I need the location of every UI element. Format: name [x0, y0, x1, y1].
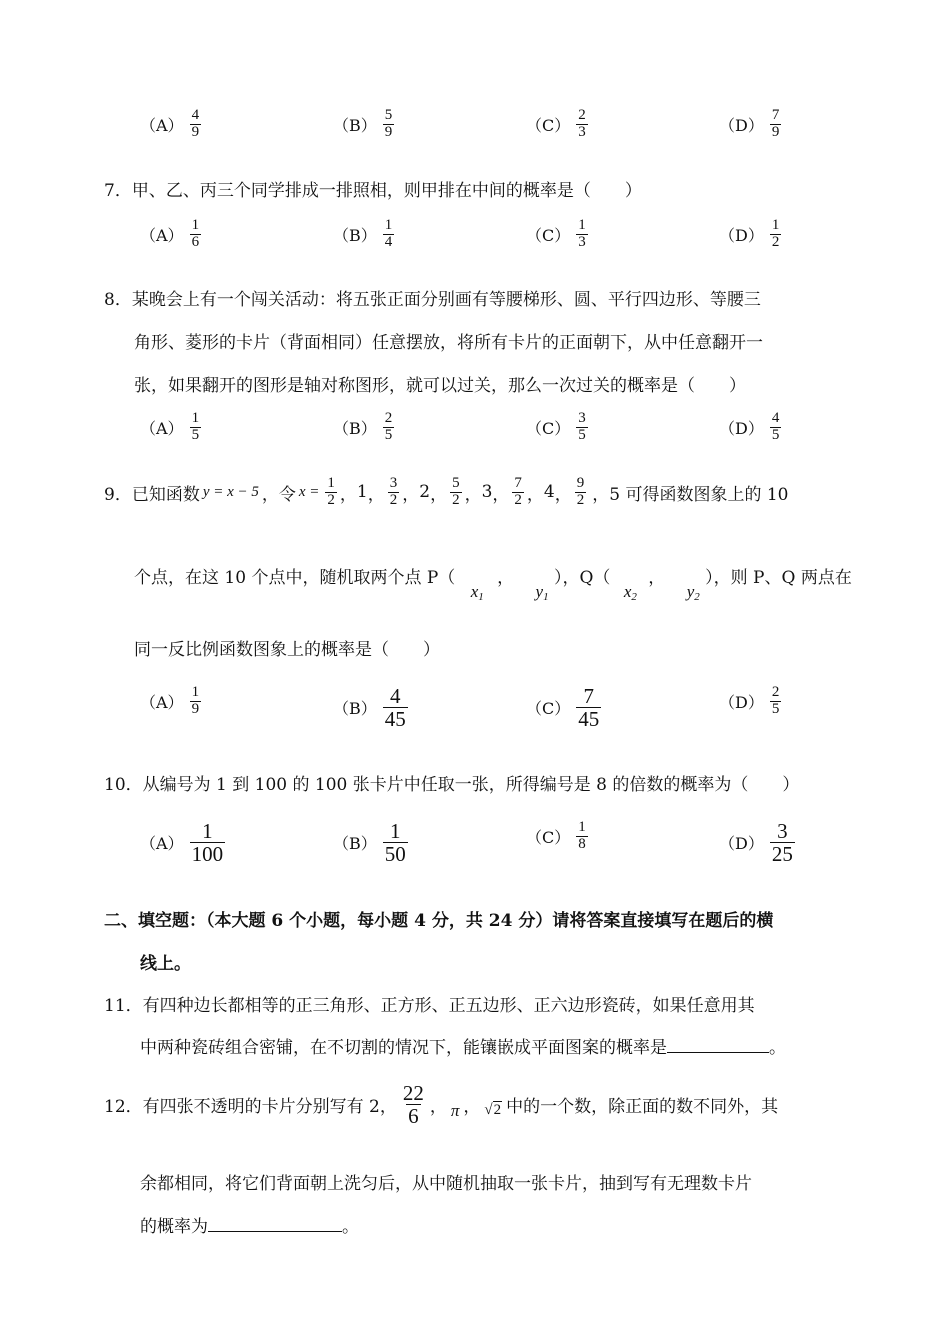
option-fraction: $\frac{3}{5}$: [578, 410, 586, 443]
q6-option-c: [526, 108, 588, 141]
question-8-line-2: 角形、菱形的卡片（背面相同）任意摆放，将所有卡片的正面朝下，从中任意翻开一: [134, 333, 763, 353]
option-fraction: $\frac{1}{100}$: [191, 819, 224, 867]
q9-line2a: 个点，在这 10 个点中，随机取两个点 P（: [134, 568, 456, 588]
option-fraction: $\frac{2}{3}$: [578, 107, 586, 140]
option-fraction: $\frac{1}{4}$: [384, 217, 393, 250]
q9-value-int: 3: [481, 482, 493, 503]
q12-prefix: 12．有四张不透明的卡片分别写有 2，: [104, 1097, 397, 1118]
question-11-line-2: 中两种瓷砖组合密铺，在不切割的情况下，能镶嵌成平面图案的概率是 。: [140, 1038, 786, 1058]
q9-value-fraction: $\frac{3}{2}$: [389, 475, 398, 508]
option-fraction: $\frac{4}{45}$: [384, 684, 406, 732]
option-fraction: $\frac{3}{25}$: [771, 819, 793, 867]
question-10-text: 10．从编号为 1 到 100 的 100 张卡片中任取一张，所得编号是 8 的倍数的概率为（ ）: [104, 775, 800, 795]
q9-tail: ，5 可得函数图象上的 10: [592, 484, 789, 505]
q9-line2b: ），Q（: [554, 568, 611, 588]
q9-value-int: 4: [543, 482, 555, 503]
question-7-text: 7．甲、乙、丙三个同学排成一排照相，则甲排在中间的概率是（ ）: [104, 181, 642, 201]
option-label: （D）: [719, 692, 764, 712]
q10-option-b: [333, 820, 408, 865]
question-12-line-2: 余都相同，将它们背面朝上洗匀后，从中随机抽取一张卡片，抽到写有无理数卡片: [140, 1174, 752, 1194]
option-label: （D）: [719, 225, 764, 245]
question-8-line-3: 张，如果翻开的图形是轴对称图形，就可以过关，那么一次过关的概率是（ ）: [134, 376, 746, 396]
section-2-heading-line-1: 二、填空题：（本大题 6 个小题，每小题 4 分，共 24 分）请将答案直接填写在题后的横: [104, 911, 774, 931]
q9-option-c: [526, 685, 601, 730]
q11-answer-blank[interactable]: [667, 1038, 769, 1053]
q12-sqrt: √2: [484, 1102, 502, 1119]
q9-value-fraction: $\frac{1}{2}$: [327, 475, 335, 508]
q9-values: $\frac{1}{2}$ ， 1 ， $\frac{3}{2}$ ， 2 ， $\frac{5}{2}$ ， 3 ， $\frac{7}{2}$ ， 4 ， $\frac{9}{2}$: [327, 475, 585, 508]
q9-value-fraction: $\frac{5}{2}$: [452, 475, 460, 508]
option-fraction: $\frac{1}{5}$: [191, 410, 200, 443]
q9-value-fraction: $\frac{7}{2}$: [514, 475, 522, 508]
q9-y1: $y_1$: [535, 582, 549, 603]
q9-x2: $x_2$: [623, 582, 637, 603]
option-label: （C）: [526, 699, 571, 719]
q7-option-d: [719, 218, 781, 251]
q7-option-a: [140, 218, 201, 251]
option-label: （A）: [140, 225, 184, 245]
option-label: （B）: [333, 699, 377, 719]
q9-value-int: 2: [419, 482, 431, 503]
question-9-line-1: [104, 476, 789, 509]
question-9-line-2: 个点，在这 10 个点中，随机取两个点 P（ $x_1$ ， $y_1$ ），Q（ $x_2$ ， $y_2$ ），则 P、Q 两点在: [134, 568, 852, 603]
option-fraction: $\frac{2}{5}$: [771, 684, 780, 717]
q9-value-fraction: $\frac{9}{2}$: [576, 475, 585, 508]
q6-option-b: [333, 108, 394, 141]
option-label: （A）: [140, 834, 184, 854]
option-label: （A）: [140, 115, 184, 135]
option-label: （C）: [526, 418, 571, 438]
q9-y2: $y_2$: [686, 582, 700, 603]
q10-option-c: [526, 820, 588, 853]
option-label: （A）: [140, 692, 184, 712]
option-label: （D）: [719, 115, 764, 135]
option-fraction: $\frac{7}{9}$: [771, 107, 780, 140]
option-fraction: $\frac{1}{50}$: [384, 819, 406, 867]
option-label: （B）: [333, 834, 377, 854]
q7-option-b: [333, 218, 394, 251]
q10-option-a: [140, 820, 225, 865]
q7-option-c: [526, 218, 588, 251]
q8-option-b: [333, 411, 394, 444]
q9-option-a: [140, 685, 201, 718]
q8-option-d: [719, 411, 781, 444]
q9-x1: $x_1$: [470, 582, 484, 603]
option-label: （B）: [333, 115, 377, 135]
option-label: （D）: [719, 418, 764, 438]
section-2-heading-line-2: 线上。: [140, 954, 191, 974]
option-label: （B）: [333, 225, 377, 245]
q9-let: ，令: [261, 484, 296, 505]
q9-value-int: 1: [356, 482, 368, 503]
q6-option-d: [719, 108, 781, 141]
option-fraction: $\frac{7}{45}$: [578, 684, 600, 732]
question-11-line-1: 11．有四种边长都相等的正三角形、正方形、正五边形、正六边形瓷砖，如果任意用其: [104, 996, 755, 1016]
q12-fraction: $\frac{22}{6}$: [402, 1081, 424, 1129]
q9-prefix: 9．已知函数: [104, 484, 200, 505]
option-label: （C）: [526, 827, 571, 847]
q9-option-d: [719, 685, 781, 718]
q12-answer-blank[interactable]: [208, 1217, 342, 1232]
option-fraction: $\frac{1}{3}$: [578, 217, 586, 250]
q12-pi: π: [450, 1100, 460, 1120]
option-label: （D）: [719, 834, 764, 854]
q9-line2c: ），则 P、Q 两点在: [705, 568, 852, 588]
option-fraction: $\frac{1}{9}$: [191, 684, 200, 717]
question-8-line-1: 8．某晚会上有一个闯关活动：将五张正面分别画有等腰梯形、圆、平行四边形、等腰三: [104, 290, 761, 310]
question-9-line-3: 同一反比例函数图象上的概率是（ ）: [134, 640, 440, 660]
q9-function: y = x − 5: [202, 483, 259, 500]
option-label: （C）: [526, 115, 571, 135]
q12-rest: 中的一个数，除正面的数不同外，其: [506, 1097, 779, 1118]
option-fraction: $\frac{1}{6}$: [191, 217, 200, 250]
q8-option-c: [526, 411, 588, 444]
q10-option-d: [719, 820, 795, 865]
option-label: （B）: [333, 418, 377, 438]
question-12-line-1: 12．有四张不透明的卡片分别写有 2， $\frac{22}{6}$ ， π ， √2 中的一个数，除正面的数不同外，其: [104, 1081, 779, 1129]
option-fraction: $\frac{2}{5}$: [384, 410, 393, 443]
option-fraction: $\frac{1}{8}$: [578, 819, 586, 852]
question-12-line-3: 的概率为 。: [140, 1217, 359, 1237]
option-fraction: $\frac{5}{9}$: [384, 107, 393, 140]
q9-x-equals: x =: [298, 483, 320, 500]
option-fraction: $\frac{4}{5}$: [771, 410, 780, 443]
q9-option-b: [333, 685, 408, 730]
option-label: （C）: [526, 225, 571, 245]
option-fraction: $\frac{1}{2}$: [771, 217, 780, 250]
q8-option-a: [140, 411, 201, 444]
q6-option-a: [140, 108, 201, 141]
option-label: （A）: [140, 418, 184, 438]
option-fraction: $\frac{4}{9}$: [191, 107, 200, 140]
